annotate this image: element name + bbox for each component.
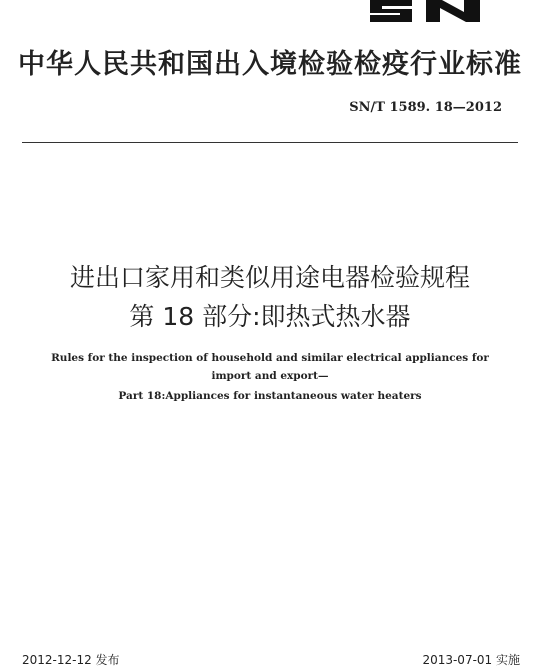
title-en-line2: import and export— xyxy=(211,370,329,382)
logo-letter-n xyxy=(426,0,480,22)
standard-number: SN/T 1589. 18—2012 xyxy=(349,100,502,115)
title-cn-line2: 第 18 部分:即热式热水器 xyxy=(129,302,411,331)
title-en-line1: Rules for the inspection of household and similar electrical appliances for xyxy=(51,352,489,364)
implement-date: 2013-07-01 实施 xyxy=(422,653,520,667)
title-en-line3: Part 18:Appliances for instantaneous water heaters xyxy=(118,390,422,402)
issue-date: 2012-12-12 发布 xyxy=(22,653,120,667)
sn-logo xyxy=(368,0,488,22)
title-cn-line1: 进出口家用和类似用途电器检验规程 xyxy=(69,263,470,292)
header-divider xyxy=(22,142,518,143)
standard-organization-title: 中华人民共和国出入境检验检疫行业标准 xyxy=(18,49,522,80)
logo-letter-s xyxy=(370,0,412,22)
